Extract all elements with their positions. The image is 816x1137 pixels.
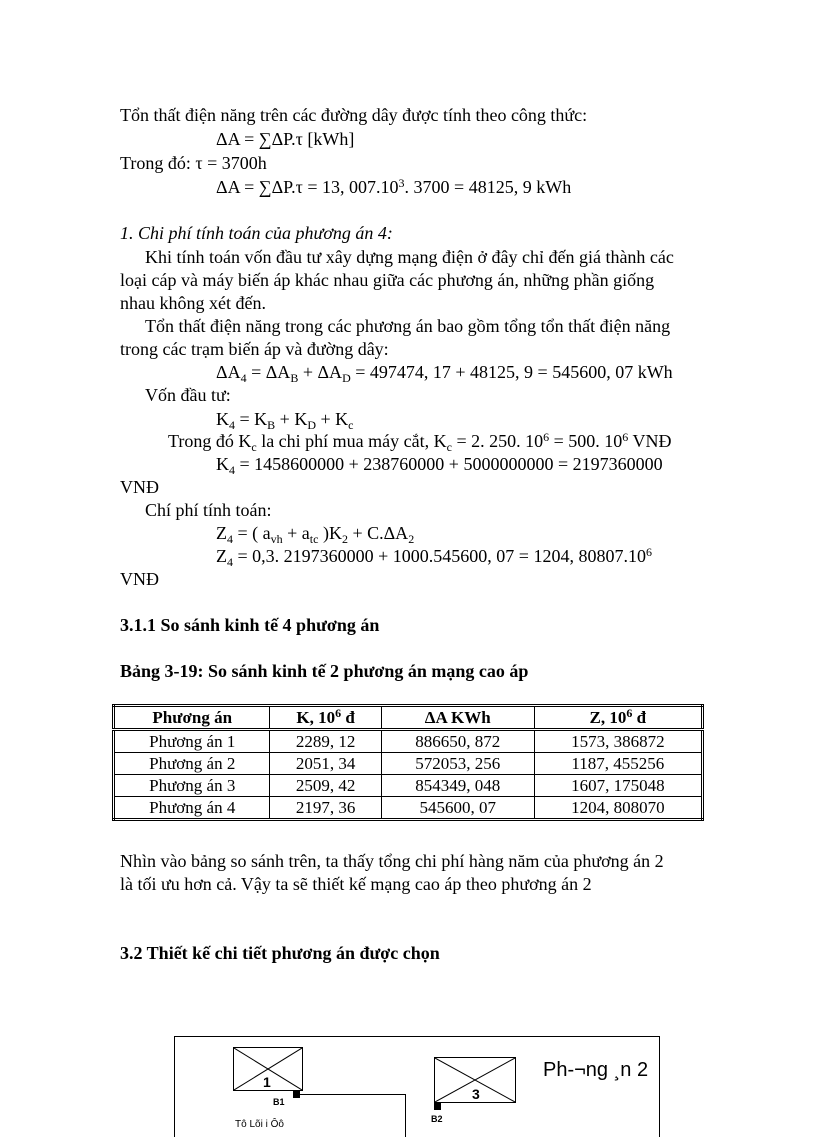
col-header-Z: Z, $10^6$ đ (534, 706, 702, 730)
substation-box-3 (434, 1057, 516, 1103)
table-cell: 2051, 34 (270, 753, 381, 775)
diagram-title: Ph-¬ng ¸n 2 (543, 1059, 649, 1081)
cable-line (405, 1094, 406, 1137)
box-number: 3 (472, 1086, 480, 1102)
table-cell: Phương án 3 (114, 775, 270, 797)
label-b2: B2 (431, 1114, 443, 1124)
table-cell: Phương án 2 (114, 753, 270, 775)
table-cell: 545600, 07 (381, 797, 534, 820)
conclusion-line: Nhìn vào bảng so sánh trên, ta thấy tổng chi phí hàng năm của phương án 2 (120, 851, 664, 871)
table-cell: 1573, 386872 (534, 730, 702, 753)
paragraph-line: Tổn thất điện năng trong các phương án bao gồm tổng tổn thất điện năng (145, 316, 671, 336)
formula-dA4: $\Delta A_4 = \Delta A_B + \Delta A_D = 497474$, 17 + 48125, 9 = 545600, 07 kWh (216, 362, 673, 385)
conclusion-line: là tối ưu hơn cả. Vậy ta sẽ thiết kế mạng cao áp theo phương án 2 (120, 874, 592, 894)
terminal-b2 (434, 1103, 441, 1110)
section-heading-32: 3.2 Thiết kế chi tiết phương án được chọn (120, 943, 440, 963)
network-diagram (174, 1036, 660, 1137)
table-row (114, 775, 703, 797)
table-cell: 572053, 256 (381, 753, 534, 775)
currency-label: VNĐ (120, 477, 159, 497)
table-header-row (114, 706, 703, 730)
table-cell: 854349, 048 (381, 775, 534, 797)
currency-label: VNĐ (120, 569, 159, 589)
paragraph-line: nhau không xét đến. (120, 293, 266, 313)
table-cell: 886650, 872 (381, 730, 534, 753)
col-header-K: K, $10^6$ đ (270, 706, 381, 730)
table-row (114, 753, 703, 775)
section-heading-cost: 1. Chi phí tính toán của phương án 4: (120, 223, 393, 243)
comparison-table (112, 704, 704, 821)
formula-energy-loss-value: ΔA = ∑ΔP.τ = 13, 007.10$^3$. 3700 = 48125, 9 kWh (216, 176, 572, 197)
formula-K4: $K_4 = K_B + K_D + K_c$ (216, 409, 354, 432)
table-cell: 1187, 455256 (534, 753, 702, 775)
cable-line (300, 1094, 406, 1095)
table-row (114, 730, 703, 753)
paragraph-line: Khi tính toán vốn đầu tư xây dựng mạng điện ở đây chỉ đến giá thành các (145, 247, 674, 267)
table-cell: 2509, 42 (270, 775, 381, 797)
formula-Z4: $Z_4$ = ( $a_{vh} + a_{tc}$ )$K_2 + C.\Delta A_2$ (216, 523, 415, 546)
box-number: 1 (263, 1074, 271, 1090)
where-line: Trong đó: τ = 3700h (120, 153, 267, 173)
substation-box-1 (233, 1047, 303, 1091)
investment-label: Vốn đầu tư: (145, 385, 231, 405)
table-cell: Phương án 4 (114, 797, 270, 820)
table-caption: Bảng 3-19: So sánh kinh tế 2 phương án mạng cao áp (120, 661, 529, 681)
kc-note: Trong đó $K_c$ la chi phí mua máy cắt, $K_c = 2$. 250. $10^6 = 500$. $10^6$ VNĐ (168, 430, 672, 454)
paragraph-line: trong các trạm biến áp và đường dây: (120, 339, 389, 359)
terminal-b1 (293, 1091, 300, 1098)
col-header-option: Phương án (114, 706, 270, 730)
formula-energy-loss: ΔA = ∑ΔP.τ [kWh] (216, 129, 355, 149)
table-cell: 2289, 12 (270, 730, 381, 753)
diagram-partial-text: Tô Lõi i Ôô (235, 1119, 284, 1130)
table-cell: Phương án 1 (114, 730, 270, 753)
table-cell: 1204, 808070 (534, 797, 702, 820)
col-header-dA: ΔA KWh (381, 706, 534, 730)
table-row (114, 797, 703, 820)
K4-value: $K_4 = 1458600000 + 238760000 + 5000000000 = 2197360000$ (216, 454, 663, 477)
section-heading-311: 3.1.1 So sánh kinh tế 4 phương án (120, 615, 380, 635)
Z4-value: $Z_4 = 0,3$. 2197360000 + 1000.545600, 07 = 1204, 80807.10$^6$ (216, 545, 652, 569)
intro-line: Tổn thất điện năng trên các đường dây được tính theo công thức: (120, 105, 588, 125)
table-cell: 1607, 175048 (534, 775, 702, 797)
label-b1: B1 (273, 1097, 285, 1107)
cost-label: Chí phí tính toán: (145, 500, 272, 520)
paragraph-line: loại cáp và máy biến áp khác nhau giữa các phương án, những phần giống (120, 270, 655, 290)
table-cell: 2197, 36 (270, 797, 381, 820)
